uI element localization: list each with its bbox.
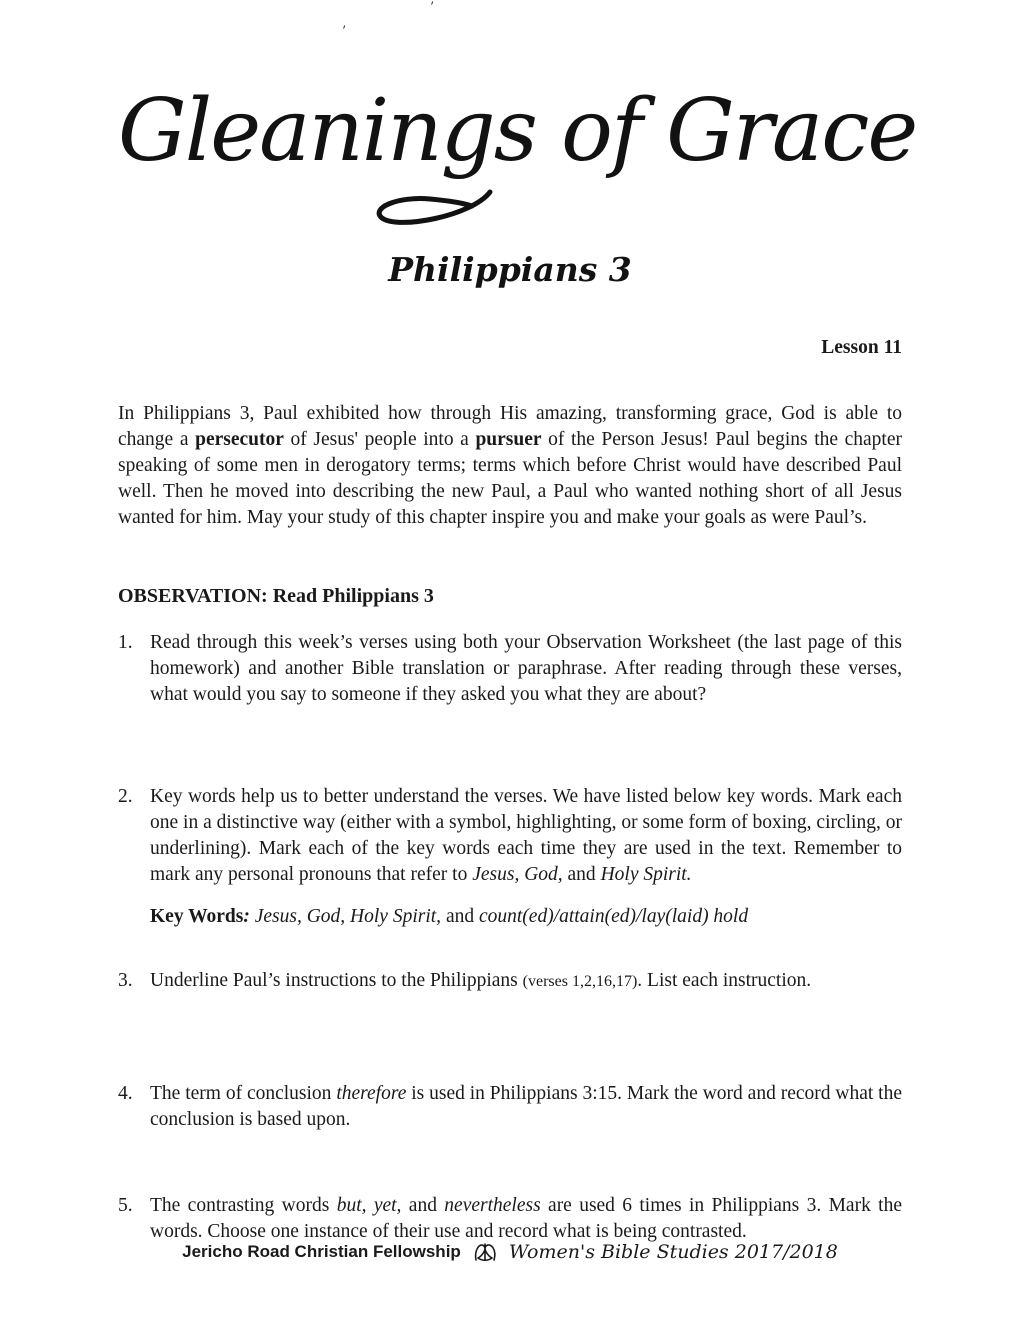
question-text-segment: The contrasting words [150, 1195, 337, 1216]
question-number: 1. [118, 632, 133, 653]
question-2-body [150, 784, 902, 888]
italic-term: nevertheless [444, 1195, 541, 1216]
question-item-4 [118, 1081, 902, 1133]
verse-reference: (verses 1,2,16,17) [522, 973, 638, 990]
intro-text-segment: In Philippians 3, Paul exhibited how through His amazing, transforming grace, God is able to change a [118, 403, 902, 450]
keyword-persecutor: persecutor [195, 429, 284, 450]
keywords-label: Key Words [150, 906, 244, 927]
question-text-segment: Underline Paul’s instructions to the Philippians [150, 970, 523, 991]
scan-artifact-mark: ’ [430, 0, 435, 15]
question-number: 2. [118, 786, 133, 807]
italic-term: but, yet, [336, 1195, 402, 1216]
question-text [150, 1193, 902, 1245]
italic-pronoun-list: Jesus, God, [472, 864, 563, 885]
page-footer [0, 1240, 1020, 1264]
question-text [150, 968, 902, 995]
intro-text-segment: of the Person Jesus! Paul begins the chapter speaking of some men in derogatory terms; terms which before Christ would have described Paul well. Then he moved into describing the new Paul, a Paul who wanted nothing short of all Jesus wanted for him. May your study of this chapter inspire you and make your goals as were Paul’s. [118, 429, 902, 528]
question-text-segment: and [562, 864, 601, 885]
question-item-5 [118, 1193, 902, 1245]
italic-term: therefore [336, 1083, 407, 1104]
question-text-segment: is used in Philippians 3:15. Mark the word and record what the conclusion is based upon. [150, 1083, 903, 1130]
title-block [118, 81, 917, 212]
keyword-pursuer: pursuer [475, 429, 542, 450]
question-text-segment: are used 6 times in Philippians 3. Mark the words. Choose one instance of their use and record what is being contrasted. [150, 1195, 902, 1242]
lesson-label: Lesson 11 [821, 337, 902, 358]
intro-paragraph [118, 401, 902, 531]
flourish-icon [472, 1240, 498, 1264]
italic-pronoun-list: Holy Spirit. [600, 864, 692, 885]
keywords-list: Jesus, God, Holy Spirit, [254, 906, 442, 927]
question-text [150, 1081, 902, 1133]
series-title: Women's Bible Studies 2017/2018 [508, 1241, 838, 1263]
question-text-segment: Key words help us to better understand the verses. We have listed below key words. Mark each one in a distinctive way (either with a symbol, highlighting, or some form of boxing, circling, or underlining). Mark each of the key words each time they are used in the text. Remember to mark any personal pronouns that refer to [150, 786, 902, 885]
question-item-3 [118, 968, 902, 995]
keywords-line [150, 904, 902, 930]
keywords-colon: : [243, 906, 255, 927]
question-number: 4. [118, 1083, 133, 1104]
document-subtitle: Philippians 3 [388, 250, 632, 289]
keywords-conjunction: and [441, 906, 479, 927]
observation-heading: OBSERVATION: Read Philippians 3 [118, 585, 434, 607]
page-title: Gleanings of Grace [118, 81, 917, 181]
question-text: Read through this week’s verses using both your Observation Worksheet (the last page of this homework) and another Bible translation or paraphrase. After reading through these verses, what would you say to someone if they asked you what they are about? [150, 632, 902, 705]
swash-flourish-icon [368, 186, 498, 230]
question-item-2 [118, 784, 902, 930]
scan-artifact-mark: ’ [342, 24, 347, 39]
question-text-segment: The term of conclusion [150, 1083, 337, 1104]
organization-name: Jericho Road Christian Fellowship [182, 1242, 461, 1261]
keywords-list: count(ed)/attain(ed)/lay(laid) hold [478, 906, 749, 927]
question-text-segment: . List each instruction. [637, 970, 812, 991]
intro-text-segment: of Jesus' people into a [283, 429, 476, 450]
question-number: 3. [118, 970, 133, 991]
question-number: 5. [118, 1195, 133, 1216]
question-item-1 [118, 630, 902, 708]
question-text [150, 784, 902, 930]
question-text-segment: and [401, 1195, 445, 1216]
